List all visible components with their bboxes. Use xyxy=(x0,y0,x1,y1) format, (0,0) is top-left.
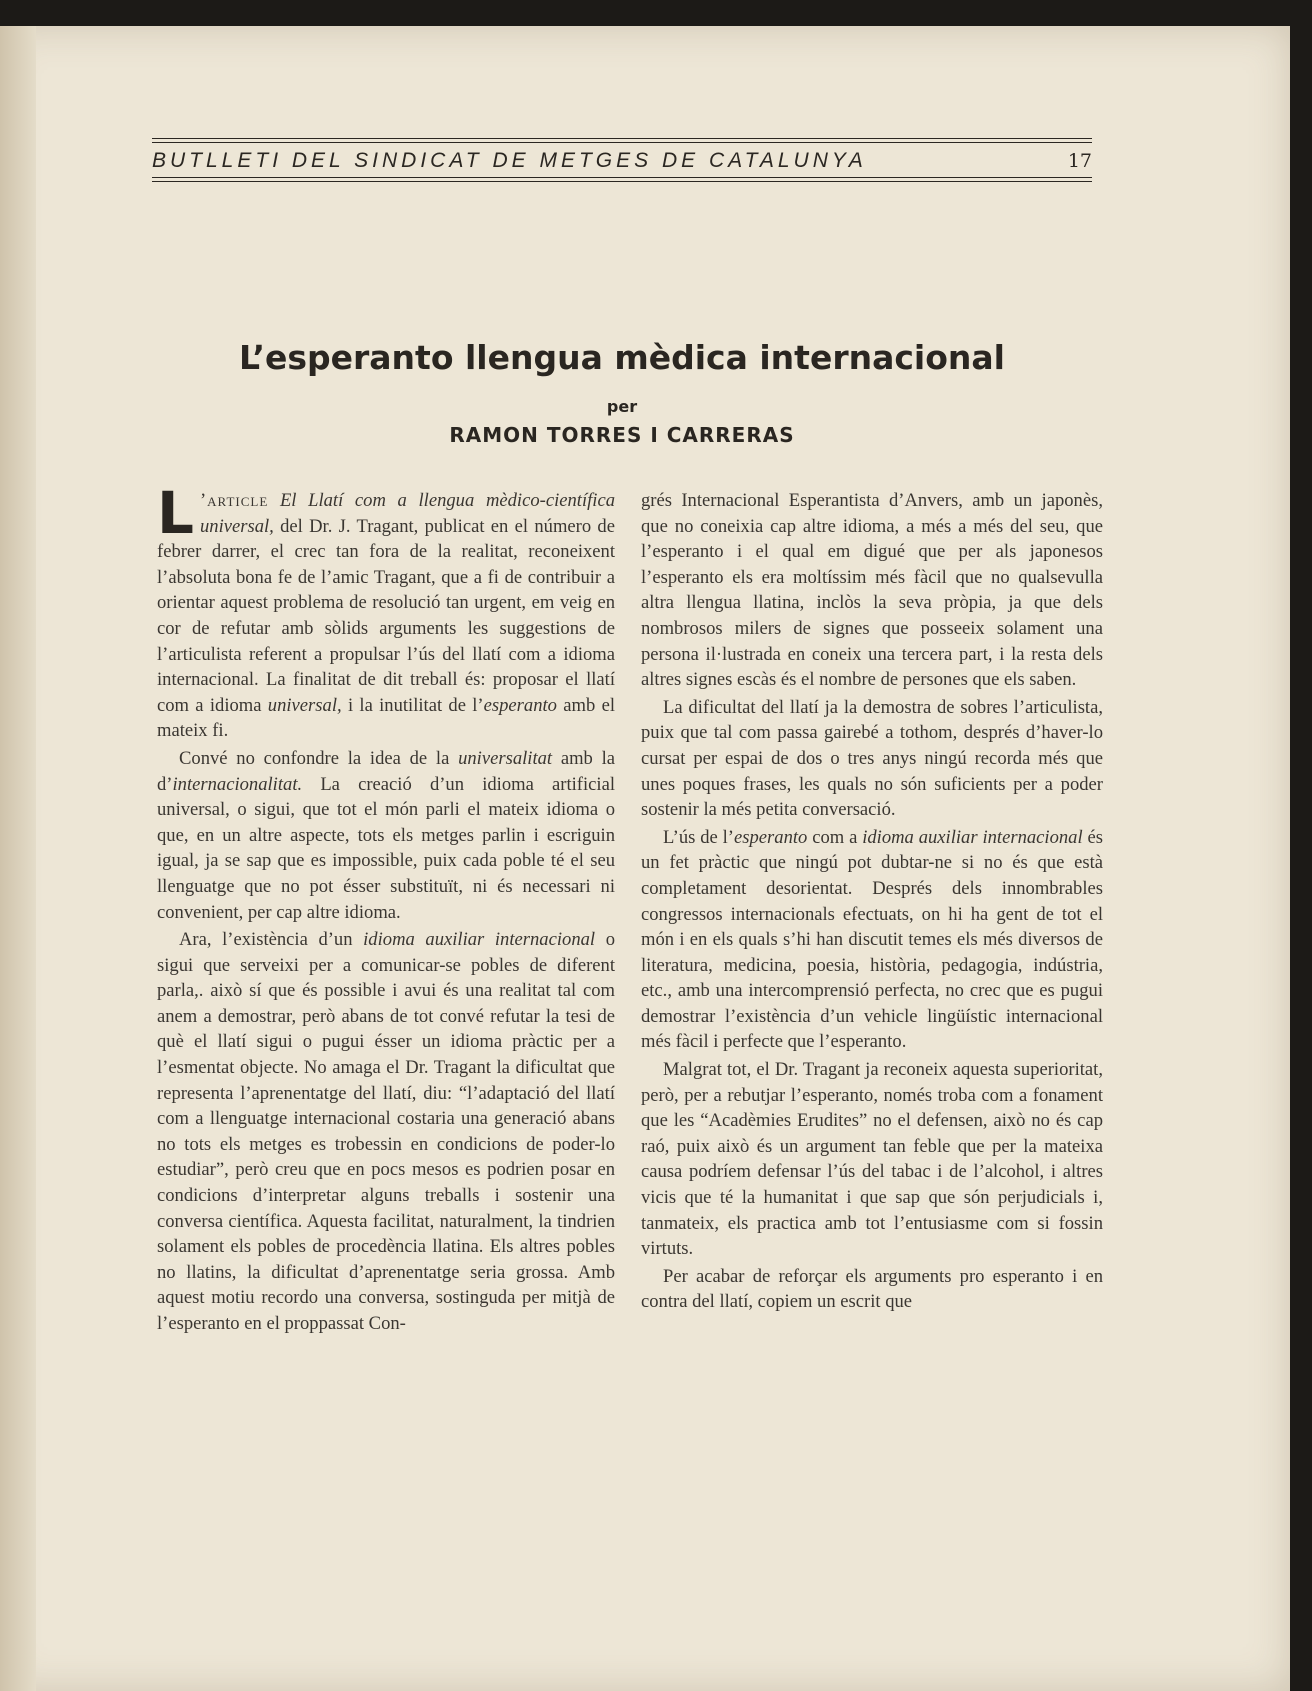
header-rule-top xyxy=(152,138,1092,139)
column-right xyxy=(641,488,1103,1317)
running-head xyxy=(152,138,1092,182)
paragraph: Per acabar de reforçar els arguments pro esperanto i en contra del llatí, copiem un escrit que xyxy=(641,1265,1103,1313)
article-title: L’esperanto llengua mèdica internacional xyxy=(239,338,1005,377)
running-head-line xyxy=(152,143,1092,177)
journal-name: BUTLLETI DEL SINDICAT DE METGES DE CATALUNYA xyxy=(152,149,867,172)
header-rule-bottom-thin xyxy=(152,181,1092,182)
page-number: 17 xyxy=(1067,150,1092,172)
paragraph: L ’article El Llatí com a llengua mèdico-científica universal, del Dr. J. Tragant, publicat en el número de febrer darrer, el crec tan fora de la realitat, reconeixent l’absoluta bona fe de l’amic Tragant, que a fi de contribuir a orientar aquest problema de resolució tan urgent, em veig en cor de refutar amb sòlids arguments les suggestions de l’articulista referent a propulsar l’ús del llatí com a idioma internacional. La finalitat de dit treball és: proposar el llatí com a idioma universal, i la inutilitat de l’esperanto amb el mateix fi. xyxy=(157,479,616,742)
binding-fold xyxy=(0,26,36,1691)
paragraph: Convé no confondre la idea de la universalitat amb la d’internacionalitat. La creació d’un idioma artificial universal, o sigui, que tot el món parli el mateix idioma o que, en un altre aspecte, tots els metges parlin i escriguin igual, ja se sap que es impossible, puix cada poble té el seu llenguatge que no pot ésser substituït, ni és necessari ni convenient, per cap altre idioma. xyxy=(157,747,615,923)
paragraph: L’ús de l’esperanto com a idioma auxiliar internacional és un fet pràctic que ningú pot dubtar-ne si no és que està completament desorientat. Després dels innombrables congressos internacionals efectuats, on hi ha gent de tot el món i en els quals s’hi han discutit temes els més diversos de literatura, medicina, poesia, història, pedagogia, indústria, etc., amb una intercomprensió perfecta, no crec que es pugui demostrar l’existència d’un vehicle lingüístic internacional més fàcil i perfecte que l’esperanto. xyxy=(641,826,1103,1053)
article-author: RAMON TORRES I CARRERAS xyxy=(449,423,795,447)
byline-prefix: per xyxy=(606,397,638,416)
paragraph: grés Internacional Esperantista d’Anvers, amb un japonès, que no coneixia cap altre idioma, a més a més del seu, que l’esperanto i el qual em digué que per als japonesos l’esperanto els era moltíssim més fàcil que no qualsevulla altra llengua llatina, inclòs la seva pròpia, ja que dels nombrosos milers de signes que posseeix solament una persona il·lustrada en coneix una tercera part, i la resta dels altres signes escàs és el nombre de persones que els saben. xyxy=(641,490,1103,691)
drop-cap: L xyxy=(157,479,194,547)
paragraph: La dificultat del llatí ja la demostra de sobres l’articulista, puix que tal com passa gairebé a tothom, després d’haver-lo cursat per espai de dos o tres anys ningú recorda més que unes poques frases, les quals no són suficients per a poder sostenir la més petita conversació. xyxy=(641,696,1103,821)
paragraph: Malgrat tot, el Dr. Tragant ja reconeix aquesta superioritat, però, per a rebutjar l’esperanto, només troba com a fonament que les “Acadèmies Erudites” no el defensen, això no és cap raó, puix això és un argument tan feble que per la mateixa causa podríem defensar l’ús del tabac i de l’alcohol, i altres vicis que té la humanitat i que sap que són perjudicials i, tanmateix, els practica amb tot l’entusiasme com si fossin virtuts. xyxy=(641,1059,1103,1260)
column-left xyxy=(157,479,616,1339)
paragraph: Ara, l’existència d’un idioma auxiliar internacional o sigui que serveixi per a comunicar-se pobles de diferent parla,. això sí que és possible i avui és una realitat tal com anem a demostrar, però abans de tot convé refutar la tesi de què el llatí sigui o pugui ésser un idioma pràctic per a l’esmentat objecte. No amaga el Dr. Tragant la dificultat que representa l’aprenentatge del llatí, diu: “l’adaptació del llatí com a llenguatge internacional costaria una generació abans no tots els metges es trobessin en condicions de poder-lo estudiar”, però creu que en pocs mesos es podrien posar en condicions d’interpretar alguns treballs i sostenir una conversa científica. Aquesta facilitat, naturalment, la tindrien solament els pobles de procedència llatina. Els altres pobles no llatins, la dificultat d’aprenentatge seria grossa. Amb aquest motiu recordo una conversa, sostinguda per mitjà de l’esperanto en el proppassat Con- xyxy=(157,929,616,1334)
header-rule-bottom xyxy=(152,177,1092,178)
